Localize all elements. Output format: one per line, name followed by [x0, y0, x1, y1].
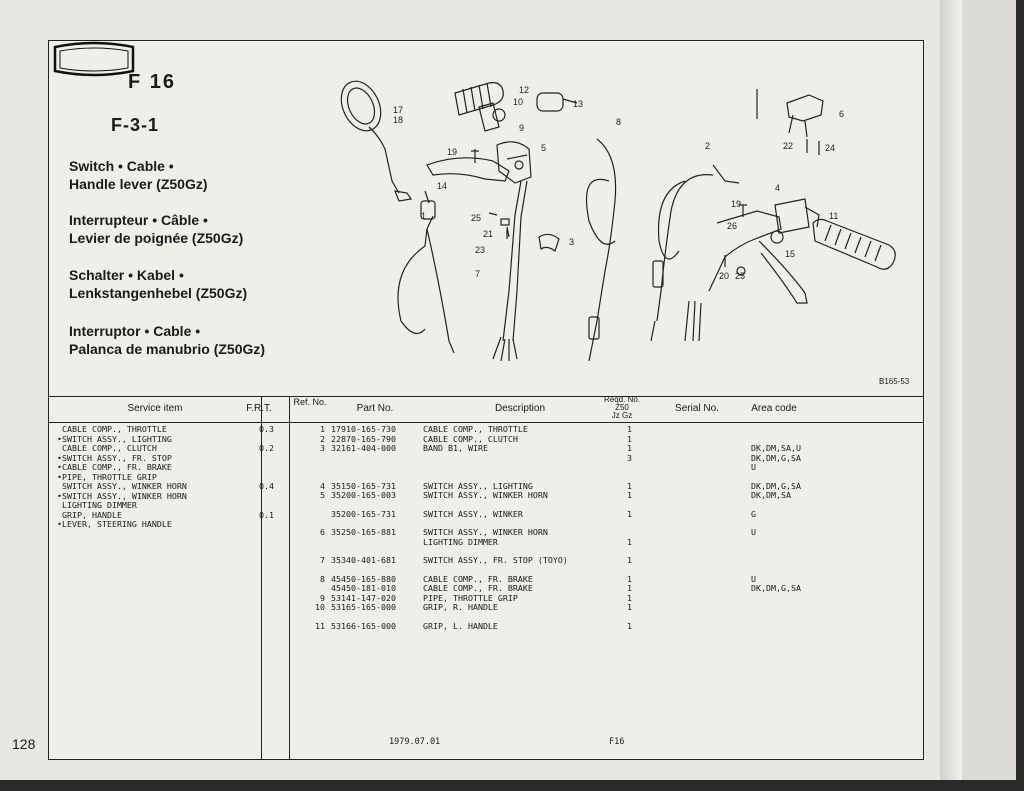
part-desc: SWITCH ASSY., WINKER HORN — [423, 490, 548, 500]
part-area: G — [751, 508, 756, 519]
part-part: 35200-165-003 — [331, 490, 396, 500]
mirror-part — [334, 75, 411, 201]
header-model-sub: Jz Gz — [611, 411, 633, 420]
part-qty: 1 — [627, 508, 632, 519]
header-description: Description — [494, 403, 546, 414]
part-qty: 1 — [627, 555, 632, 565]
callout-14: 14 — [437, 181, 448, 191]
service-item-frt: 0.1 — [259, 509, 274, 520]
callout-26: 26 — [727, 221, 738, 231]
part-ref: 7 — [320, 555, 325, 565]
part-desc: PIPE, THROTTLE GRIP — [423, 592, 518, 603]
part-qty: 1 — [627, 573, 632, 584]
part-ref: 4 — [320, 480, 325, 491]
part-part: 35250-165-881 — [331, 527, 396, 537]
header-ref-no: Ref. No. — [293, 397, 327, 407]
part-qty: 1 — [627, 620, 632, 631]
part-part: 45450-165-880 — [331, 573, 396, 584]
col-divider — [289, 397, 290, 759]
part-ref: 6 — [320, 527, 325, 537]
title-french-1: Interrupteur • Câble • — [69, 212, 208, 228]
part-desc: SWITCH ASSY., WINKER — [423, 508, 523, 519]
wire-band-part — [539, 234, 559, 251]
part-part: 45450-181-010 — [331, 583, 396, 593]
part-desc: BAND B1, WIRE — [423, 443, 488, 453]
part-area: DK,DM,G,SA — [751, 583, 801, 593]
part-area: U — [751, 462, 756, 472]
callout-23: 23 — [475, 245, 486, 255]
adjacent-page-edge — [940, 0, 1024, 791]
part-part: 35340-401-681 — [331, 555, 396, 565]
part-qty: 1 — [627, 536, 632, 547]
title-english-2: Handle lever (Z50Gz) — [69, 176, 208, 192]
part-ref: 3 — [320, 443, 325, 453]
page-number: 128 — [12, 736, 36, 752]
stop-switch-part — [493, 181, 527, 361]
part-desc: GRIP, R. HANDLE — [423, 602, 498, 612]
service-item-name: GRIP, HANDLE — [57, 509, 122, 520]
callout-19b: 19 — [731, 199, 742, 209]
part-qty: 1 — [627, 583, 632, 593]
part-desc: CABLE COMP., FR. BRAKE — [423, 573, 533, 584]
part-qty: 1 — [627, 424, 632, 434]
service-item-name: •CABLE COMP., FR. BRAKE — [57, 462, 172, 472]
part-ref: 5 — [320, 490, 325, 500]
callout-6: 6 — [839, 109, 845, 119]
callout-10: 10 — [513, 97, 524, 107]
service-item-name: SWITCH ASSY., WINKER HORN — [57, 481, 187, 491]
part-desc: GRIP, L. HANDLE — [423, 620, 498, 631]
service-item-name: CABLE COMP., THROTTLE — [57, 424, 167, 434]
part-desc: LIGHTING DIMMER — [423, 536, 498, 547]
callout-1: 1 — [421, 211, 427, 221]
title-spanish-1: Interruptor • Cable • — [69, 323, 201, 339]
part-desc: CABLE COMP., FR. BRAKE — [423, 583, 533, 593]
part-part: 17910-165-730 — [331, 424, 396, 434]
exploded-diagram-panel — [49, 41, 923, 397]
service-item-name: LIGHTING DIMMER — [57, 500, 137, 510]
part-qty: 1 — [627, 602, 632, 612]
part-desc: CABLE COMP., THROTTLE — [423, 424, 528, 434]
callout-11: 11 — [829, 211, 839, 221]
header-part-no: Part No. — [356, 403, 394, 414]
section-number: F-3-1 — [111, 115, 160, 135]
figure-code: B165-53 — [879, 377, 910, 386]
part-qty: 1 — [627, 592, 632, 603]
brake-cable-part — [587, 139, 616, 361]
parts-illustration — [49, 41, 923, 396]
part-part: 35200-165-731 — [331, 508, 396, 519]
header-reqd-no: Reqd. No. — [603, 395, 641, 404]
part-ref: 8 — [320, 573, 325, 584]
part-part: 35150-165-731 — [331, 480, 396, 491]
service-item-frt: 0.3 — [259, 424, 274, 434]
part-desc: SWITCH ASSY., WINKER HORN — [423, 527, 548, 537]
part-area: U — [751, 573, 756, 584]
part-area: DK,DM,G,SA — [751, 452, 801, 463]
part-ref: 2 — [320, 433, 325, 444]
header-area-code: Area code — [751, 403, 797, 414]
callout-25b: 25 — [735, 271, 746, 281]
part-part: 22870-165-790 — [331, 433, 396, 444]
callout-24: 24 — [825, 143, 836, 153]
header-serial-no: Serial No. — [675, 403, 719, 414]
left-grip-part — [813, 219, 895, 269]
callout-19a: 19 — [447, 147, 458, 157]
title-french-2: Levier de poignée (Z50Gz) — [69, 230, 244, 246]
callout-13: 13 — [573, 99, 584, 109]
part-part: 53166-165-000 — [331, 620, 396, 631]
header-divider — [49, 422, 923, 423]
print-date: 1979.07.01 — [389, 737, 441, 747]
callout-12: 12 — [519, 85, 530, 95]
callout-8: 8 — [616, 117, 622, 127]
part-desc: CABLE COMP., CLUTCH — [423, 433, 518, 444]
part-qty: 1 — [627, 443, 632, 453]
part-ref: 10 — [315, 602, 325, 612]
parts-sheet — [48, 40, 924, 760]
title-spanish-2: Palanca de manubrio (Z50Gz) — [69, 341, 266, 357]
title-german-2: Lenkstangenhebel (Z50Gz) — [69, 285, 248, 301]
service-item-name: •LEVER, STEERING HANDLE — [57, 519, 172, 529]
service-item-frt: 0.2 — [259, 443, 274, 453]
part-ref: 9 — [320, 592, 325, 603]
right-grip-part — [455, 83, 505, 131]
callout-15: 15 — [785, 249, 796, 259]
service-item-name: •SWITCH ASSY., WINKER HORN — [57, 490, 187, 501]
callout-4: 4 — [775, 183, 781, 193]
part-part: 53141-147-020 — [331, 592, 396, 603]
service-item-name: •PIPE, THROTTLE GRIP — [57, 471, 157, 482]
callout-7: 7 — [475, 269, 481, 279]
part-desc: SWITCH ASSY., LIGHTING — [423, 480, 533, 491]
service-item-name: CABLE COMP., CLUTCH — [57, 443, 157, 453]
part-qty: 3 — [627, 452, 632, 463]
title-german-1: Schalter • Kabel • — [69, 267, 184, 283]
part-ref: 1 — [320, 424, 325, 434]
front-brake-lever-part — [427, 142, 531, 183]
sheet-code: F16 — [609, 737, 625, 747]
part-area: DK,DM,SA,U — [751, 443, 801, 453]
binding-edge — [1016, 0, 1024, 791]
part-area: DK,DM,SA — [751, 490, 791, 500]
part-qty: 1 — [627, 490, 632, 500]
part-qty: 1 — [627, 480, 632, 491]
lighting-switch-part — [775, 199, 819, 233]
callout-3: 3 — [569, 237, 575, 247]
part-qty: 1 — [627, 433, 632, 444]
callout-5: 5 — [541, 143, 547, 153]
title-english-1: Switch • Cable • — [69, 158, 174, 174]
service-item-name: •SWITCH ASSY., LIGHTING — [57, 433, 172, 444]
callout-25a: 25 — [471, 213, 482, 223]
callout-22: 22 — [783, 141, 794, 151]
header-model: Z50 — [615, 403, 629, 412]
callout-20: 20 — [719, 271, 730, 281]
callout-9: 9 — [519, 123, 525, 133]
parts-table — [49, 397, 923, 759]
callout-18: 18 — [393, 115, 404, 125]
part-area: U — [751, 527, 756, 537]
page-gutter-shadow — [940, 0, 962, 791]
part-area: DK,DM,G,SA — [751, 480, 801, 491]
service-item-name: •SWITCH ASSY., FR. STOP — [57, 452, 172, 463]
part-part: 53165-165-000 — [331, 602, 396, 612]
service-item-frt: 0.4 — [259, 481, 274, 491]
callout-2: 2 — [705, 141, 711, 151]
callout-21: 21 — [483, 229, 494, 239]
switch-housing-part — [537, 93, 577, 111]
header-service-item: Service item — [127, 403, 183, 414]
callout-17: 17 — [393, 105, 404, 115]
part-desc: SWITCH ASSY., FR. STOP (TOYO) — [423, 555, 568, 565]
section-badge-label: F 16 — [127, 71, 177, 93]
part-ref: 11 — [315, 620, 325, 631]
header-frt: F.R.T. — [246, 403, 272, 414]
scanner-edge — [0, 780, 1024, 791]
part-part: 32161-404-000 — [331, 443, 396, 453]
screw-parts — [471, 149, 747, 275]
